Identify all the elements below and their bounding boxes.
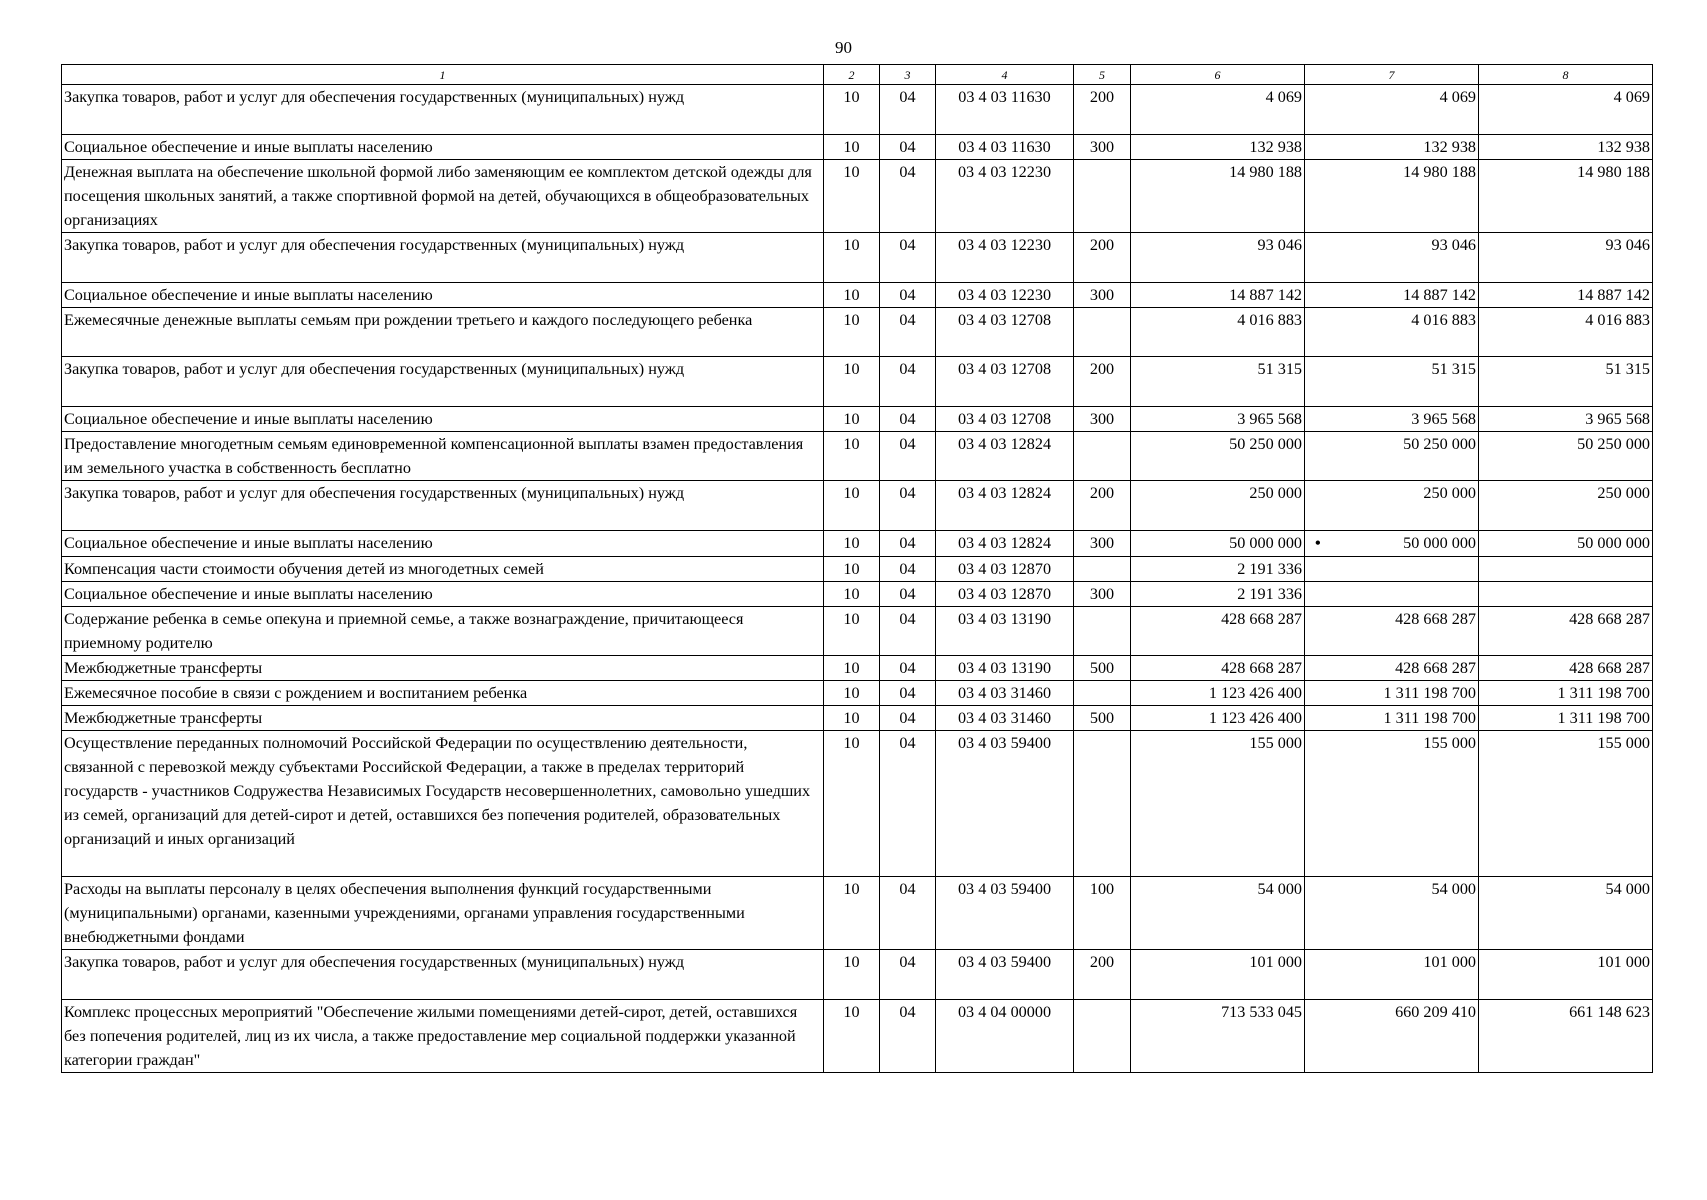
table-row [62, 656, 1653, 681]
amount-year-1: 1 123 426 400 [1131, 681, 1305, 706]
subsection-code: 04 [880, 85, 936, 135]
row-description: Социальное обеспечение и иные выплаты населению [62, 135, 824, 160]
amount-year-2: 54 000 [1305, 877, 1479, 950]
row-description: Компенсация части стоимости обучения детей из многодетных семей [62, 557, 824, 582]
table-row [62, 308, 1653, 357]
target-article-code: 03 4 04 00000 [936, 1000, 1074, 1073]
expense-type-code: 200 [1074, 85, 1131, 135]
section-code: 10 [824, 557, 880, 582]
amount-year-1: 14 887 142 [1131, 283, 1305, 308]
stray-mark: • [1315, 534, 1321, 552]
target-article-code: 03 4 03 11630 [936, 85, 1074, 135]
row-description: Денежная выплата на обеспечение школьной формой либо заменяющим ее комплектом детской одежды для посещения школьных занятий, а также спортивной формой на детей, обучающихся в общеобразовательных организациях [62, 160, 824, 233]
section-code: 10 [824, 407, 880, 432]
amount-year-2: 1 311 198 700 [1305, 706, 1479, 731]
header-cell: 8 [1479, 65, 1653, 85]
subsection-code: 04 [880, 357, 936, 407]
amount-year-1: 50 250 000 [1131, 432, 1305, 481]
header-cell: 7 [1305, 65, 1479, 85]
amount-year-3: 428 668 287 [1479, 607, 1653, 656]
target-article-code: 03 4 03 59400 [936, 731, 1074, 877]
amount-year-3 [1479, 582, 1653, 607]
row-description: Социальное обеспечение и иные выплаты населению [62, 582, 824, 607]
expense-type-code: 100 [1074, 877, 1131, 950]
table-row [62, 357, 1653, 407]
section-code: 10 [824, 357, 880, 407]
amount-year-1: 132 938 [1131, 135, 1305, 160]
target-article-code: 03 4 03 12870 [936, 582, 1074, 607]
subsection-code: 04 [880, 135, 936, 160]
amount-year-2: 1 311 198 700 [1305, 681, 1479, 706]
amount-year-1: 51 315 [1131, 357, 1305, 407]
amount-year-1: 250 000 [1131, 481, 1305, 531]
amount-year-3: 661 148 623 [1479, 1000, 1653, 1073]
expense-type-code: 200 [1074, 950, 1131, 1000]
target-article-code: 03 4 03 11630 [936, 135, 1074, 160]
target-article-code: 03 4 03 59400 [936, 877, 1074, 950]
amount-year-1: 2 191 336 [1131, 582, 1305, 607]
expense-type-code [1074, 557, 1131, 582]
table-row [62, 432, 1653, 481]
amount-year-1: 2 191 336 [1131, 557, 1305, 582]
target-article-code: 03 4 03 31460 [936, 681, 1074, 706]
table-row [62, 607, 1653, 656]
target-article-code: 03 4 03 59400 [936, 950, 1074, 1000]
section-code: 10 [824, 877, 880, 950]
amount-year-3: 51 315 [1479, 357, 1653, 407]
amount-year-3: 50 250 000 [1479, 432, 1653, 481]
table-row [62, 557, 1653, 582]
subsection-code: 04 [880, 308, 936, 357]
table-row [62, 582, 1653, 607]
section-code: 10 [824, 656, 880, 681]
subsection-code: 04 [880, 432, 936, 481]
table-row [62, 706, 1653, 731]
table-row [62, 950, 1653, 1000]
amount-year-1: 14 980 188 [1131, 160, 1305, 233]
amount-year-2: 51 315 [1305, 357, 1479, 407]
header-cell: 6 [1131, 65, 1305, 85]
header-row [62, 65, 1653, 85]
amount-year-3: 1 311 198 700 [1479, 706, 1653, 731]
target-article-code: 03 4 03 12824 [936, 481, 1074, 531]
header-cell: 3 [880, 65, 936, 85]
header-cell: 5 [1074, 65, 1131, 85]
amount-year-2: 428 668 287 [1305, 607, 1479, 656]
table-row [62, 283, 1653, 308]
amount-year-1: 101 000 [1131, 950, 1305, 1000]
section-code: 10 [824, 950, 880, 1000]
amount-year-2: 4 016 883 [1305, 308, 1479, 357]
section-code: 10 [824, 582, 880, 607]
amount-year-3: 4 069 [1479, 85, 1653, 135]
table-row [62, 1000, 1653, 1073]
subsection-code: 04 [880, 731, 936, 877]
amount-year-2: 3 965 568 [1305, 407, 1479, 432]
amount-year-3: 1 311 198 700 [1479, 681, 1653, 706]
amount-year-2: 14 980 188 [1305, 160, 1479, 233]
header-cell: 4 [936, 65, 1074, 85]
amount-year-1: 155 000 [1131, 731, 1305, 877]
amount-year-1: 428 668 287 [1131, 607, 1305, 656]
subsection-code: 04 [880, 557, 936, 582]
target-article-code: 03 4 03 13190 [936, 607, 1074, 656]
amount-year-2: 660 209 410 [1305, 1000, 1479, 1073]
expense-type-code [1074, 160, 1131, 233]
table-row [62, 481, 1653, 531]
row-description: Закупка товаров, работ и услуг для обеспечения государственных (муниципальных) нужд [62, 357, 824, 407]
subsection-code: 04 [880, 1000, 936, 1073]
expense-type-code: 300 [1074, 283, 1131, 308]
amount-year-1: 54 000 [1131, 877, 1305, 950]
amount-value: 50 000 000 [1403, 534, 1476, 552]
expense-type-code: 300 [1074, 582, 1131, 607]
row-description: Закупка товаров, работ и услуг для обеспечения государственных (муниципальных) нужд [62, 233, 824, 283]
row-description: Закупка товаров, работ и услуг для обеспечения государственных (муниципальных) нужд [62, 481, 824, 531]
section-code: 10 [824, 432, 880, 481]
target-article-code: 03 4 03 12708 [936, 308, 1074, 357]
section-code: 10 [824, 531, 880, 557]
section-code: 10 [824, 706, 880, 731]
expense-type-code: 300 [1074, 135, 1131, 160]
amount-year-3: 50 000 000 [1479, 531, 1653, 557]
target-article-code: 03 4 03 12824 [936, 432, 1074, 481]
target-article-code: 03 4 03 31460 [936, 706, 1074, 731]
amount-year-2 [1305, 557, 1479, 582]
expense-type-code: 500 [1074, 656, 1131, 681]
page-number: 90 [835, 38, 852, 57]
amount-year-2 [1305, 582, 1479, 607]
amount-year-3: 4 016 883 [1479, 308, 1653, 357]
subsection-code: 04 [880, 950, 936, 1000]
section-code: 10 [824, 160, 880, 233]
section-code: 10 [824, 135, 880, 160]
row-description: Закупка товаров, работ и услуг для обеспечения государственных (муниципальных) нужд [62, 950, 824, 1000]
amount-year-1: 428 668 287 [1131, 656, 1305, 681]
amount-year-2: 428 668 287 [1305, 656, 1479, 681]
row-description: Содержание ребенка в семье опекуна и приемной семье, а также вознаграждение, причитающееся приемному родителю [62, 607, 824, 656]
row-description: Социальное обеспечение и иные выплаты населению [62, 407, 824, 432]
target-article-code: 03 4 03 12824 [936, 531, 1074, 557]
section-code: 10 [824, 731, 880, 877]
amount-year-1: 4 069 [1131, 85, 1305, 135]
table-row [62, 407, 1653, 432]
subsection-code: 04 [880, 481, 936, 531]
section-code: 10 [824, 233, 880, 283]
amount-year-1: 93 046 [1131, 233, 1305, 283]
subsection-code: 04 [880, 877, 936, 950]
table-row [62, 135, 1653, 160]
row-description: Социальное обеспечение и иные выплаты населению [62, 531, 824, 557]
section-code: 10 [824, 283, 880, 308]
header-cell: 2 [824, 65, 880, 85]
amount-year-2: 93 046 [1305, 233, 1479, 283]
amount-year-3: 3 965 568 [1479, 407, 1653, 432]
row-description: Ежемесячное пособие в связи с рождением и воспитанием ребенка [62, 681, 824, 706]
target-article-code: 03 4 03 12870 [936, 557, 1074, 582]
expense-type-code: 200 [1074, 481, 1131, 531]
row-description: Комплекс процессных мероприятий "Обеспечение жилыми помещениями детей-сирот, детей, оставшихся без попечения родителей, лиц из их числа, а также предоставление мер социальной поддержки указанной категории граждан" [62, 1000, 824, 1073]
target-article-code: 03 4 03 12708 [936, 357, 1074, 407]
subsection-code: 04 [880, 582, 936, 607]
section-code: 10 [824, 1000, 880, 1073]
amount-year-2: 101 000 [1305, 950, 1479, 1000]
table-body [62, 85, 1653, 1073]
table-row [62, 233, 1653, 283]
amount-year-3: 250 000 [1479, 481, 1653, 531]
table-row [62, 531, 1653, 557]
expense-type-code [1074, 731, 1131, 877]
section-code: 10 [824, 85, 880, 135]
row-description: Закупка товаров, работ и услуг для обеспечения государственных (муниципальных) нужд [62, 85, 824, 135]
expense-type-code [1074, 1000, 1131, 1073]
row-description: Предоставление многодетным семьям единовременной компенсационной выплаты взамен предоставления им земельного участка в собственность бесплатно [62, 432, 824, 481]
amount-year-3: 155 000 [1479, 731, 1653, 877]
expense-type-code [1074, 607, 1131, 656]
subsection-code: 04 [880, 531, 936, 557]
amount-year-3 [1479, 557, 1653, 582]
subsection-code: 04 [880, 607, 936, 656]
row-description: Социальное обеспечение и иные выплаты населению [62, 283, 824, 308]
row-description: Расходы на выплаты персоналу в целях обеспечения выполнения функций государственными (муниципальными) органами, казенными учреждениями, органами управления государственными внебюджетными фондами [62, 877, 824, 950]
expense-type-code: 200 [1074, 357, 1131, 407]
subsection-code: 04 [880, 160, 936, 233]
expense-type-code: 200 [1074, 233, 1131, 283]
amount-year-1: 713 533 045 [1131, 1000, 1305, 1073]
amount-year-2: 132 938 [1305, 135, 1479, 160]
amount-year-2: 50 250 000 [1305, 432, 1479, 481]
amount-year-3: 428 668 287 [1479, 656, 1653, 681]
subsection-code: 04 [880, 706, 936, 731]
target-article-code: 03 4 03 13190 [936, 656, 1074, 681]
row-description: Ежемесячные денежные выплаты семьям при рождении третьего и каждого последующего ребенка [62, 308, 824, 357]
amount-year-3: 132 938 [1479, 135, 1653, 160]
row-description: Межбюджетные трансферты [62, 706, 824, 731]
expense-type-code: 300 [1074, 407, 1131, 432]
target-article-code: 03 4 03 12230 [936, 233, 1074, 283]
target-article-code: 03 4 03 12230 [936, 283, 1074, 308]
amount-year-2 [1305, 531, 1479, 557]
section-code: 10 [824, 607, 880, 656]
table-row [62, 731, 1653, 877]
subsection-code: 04 [880, 656, 936, 681]
expense-type-code [1074, 432, 1131, 481]
row-description: Осуществление переданных полномочий Российской Федерации по осуществлению деятельности, связанной с перевозкой между субъектами Российской Федерации, а также в пределах территорий государств - участников Содружества Независимых Государств несовершеннолетних, самовольно ушедших из семей, организаций для детей-сирот и детей, оставшихся без попечения родителей, образовательных организаций и иных организаций [62, 731, 824, 877]
table-row [62, 877, 1653, 950]
amount-year-2: 250 000 [1305, 481, 1479, 531]
budget-table [61, 64, 1653, 1073]
amount-year-2: 4 069 [1305, 85, 1479, 135]
amount-year-1: 50 000 000 [1131, 531, 1305, 557]
amount-year-2: 155 000 [1305, 731, 1479, 877]
expense-type-code [1074, 308, 1131, 357]
row-description: Межбюджетные трансферты [62, 656, 824, 681]
amount-year-1: 3 965 568 [1131, 407, 1305, 432]
header-cell: 1 [62, 65, 824, 85]
amount-year-3: 14 980 188 [1479, 160, 1653, 233]
table-row [62, 681, 1653, 706]
amount-year-3: 54 000 [1479, 877, 1653, 950]
subsection-code: 04 [880, 681, 936, 706]
subsection-code: 04 [880, 283, 936, 308]
section-code: 10 [824, 308, 880, 357]
amount-year-3: 14 887 142 [1479, 283, 1653, 308]
amount-year-2: 14 887 142 [1305, 283, 1479, 308]
table-row [62, 85, 1653, 135]
amount-year-3: 101 000 [1479, 950, 1653, 1000]
expense-type-code [1074, 681, 1131, 706]
section-code: 10 [824, 681, 880, 706]
expense-type-code: 300 [1074, 531, 1131, 557]
target-article-code: 03 4 03 12708 [936, 407, 1074, 432]
subsection-code: 04 [880, 233, 936, 283]
table-row [62, 160, 1653, 233]
amount-year-3: 93 046 [1479, 233, 1653, 283]
expense-type-code: 500 [1074, 706, 1131, 731]
amount-year-1: 4 016 883 [1131, 308, 1305, 357]
target-article-code: 03 4 03 12230 [936, 160, 1074, 233]
section-code: 10 [824, 481, 880, 531]
amount-year-1: 1 123 426 400 [1131, 706, 1305, 731]
subsection-code: 04 [880, 407, 936, 432]
